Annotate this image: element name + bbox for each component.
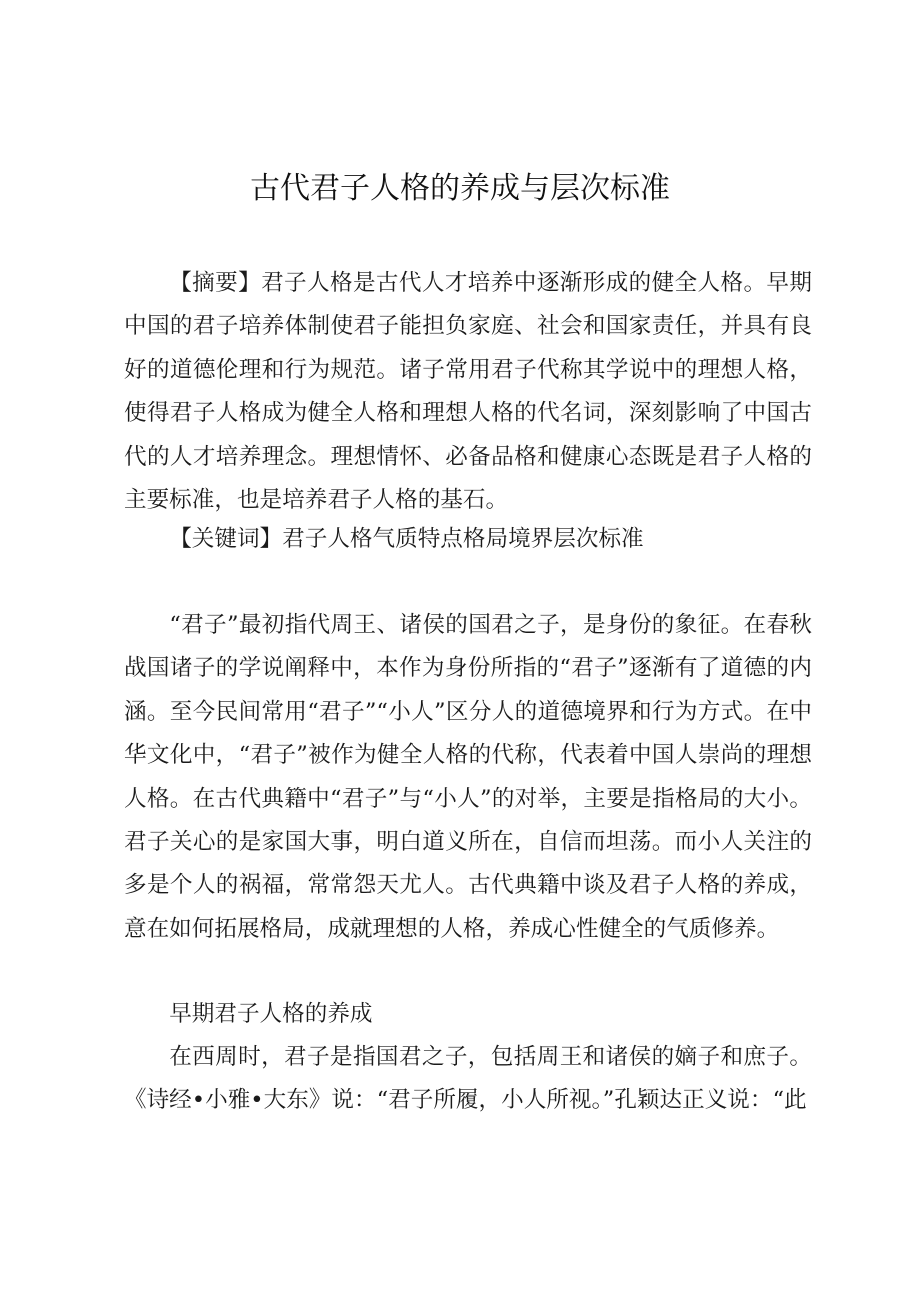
section-heading: 早期君子人格的养成 [169,1001,373,1027]
section-heading-block [124,993,812,1036]
abstract-section [124,262,812,522]
section-body-block [124,1036,812,1123]
intro-section [124,604,812,951]
abstract-paragraph: 【摘要】君子人格是古代人才培养中逐渐形成的健全人格。早期中国的君子培养体制使君子能担负家庭、社会和国家责任，并具有良好的道德伦理和行为规范。诸子常用君子代称其学说中的理想人格，使得君子人格成为健全人格和理想人格的代名词，深刻影响了中国古代的人才培养理念。理想情怀、必备品格和健康心态既是君子人格的主要标准，也是培养君子人格的基石。 [124,270,812,514]
keywords-section [124,518,812,561]
intro-paragraph: “君子”最初指代周王、诸侯的国君之子，是身份的象征。在春秋战国诸子的学说阐释中，本作为身份所指的“君子”逐渐有了道德的内涵。至今民间常用“君子”“小人”区分人的道德境界和行为方式。在中华文化中，“君子”被作为健全人格的代称，代表着中国人崇尚的理想人格。在古代典籍中“君子”与“小人”的对举，主要是指格局的大小。君子关心的是家国大事，明白道义所在，自信而坦荡。而小人关注的多是个人的祸福，常常怨天尤人。古代典籍中谈及君子人格的养成，意在如何拓展格局，成就理想的人格，养成心性健全的气质修养。 [124,612,812,942]
document-title: 古代君子人格的养成与层次标准 [250,171,670,206]
section-body-paragraph: 在西周时，君子是指国君之子，包括周王和诸侯的嫡子和庶子。《诗经•小雅•大东》说：“君子所履，小人所视。”孔颖达正义说：“此 [124,1044,812,1114]
keywords-paragraph: 【关键词】君子人格气质特点格局境界层次标准 [169,526,644,552]
